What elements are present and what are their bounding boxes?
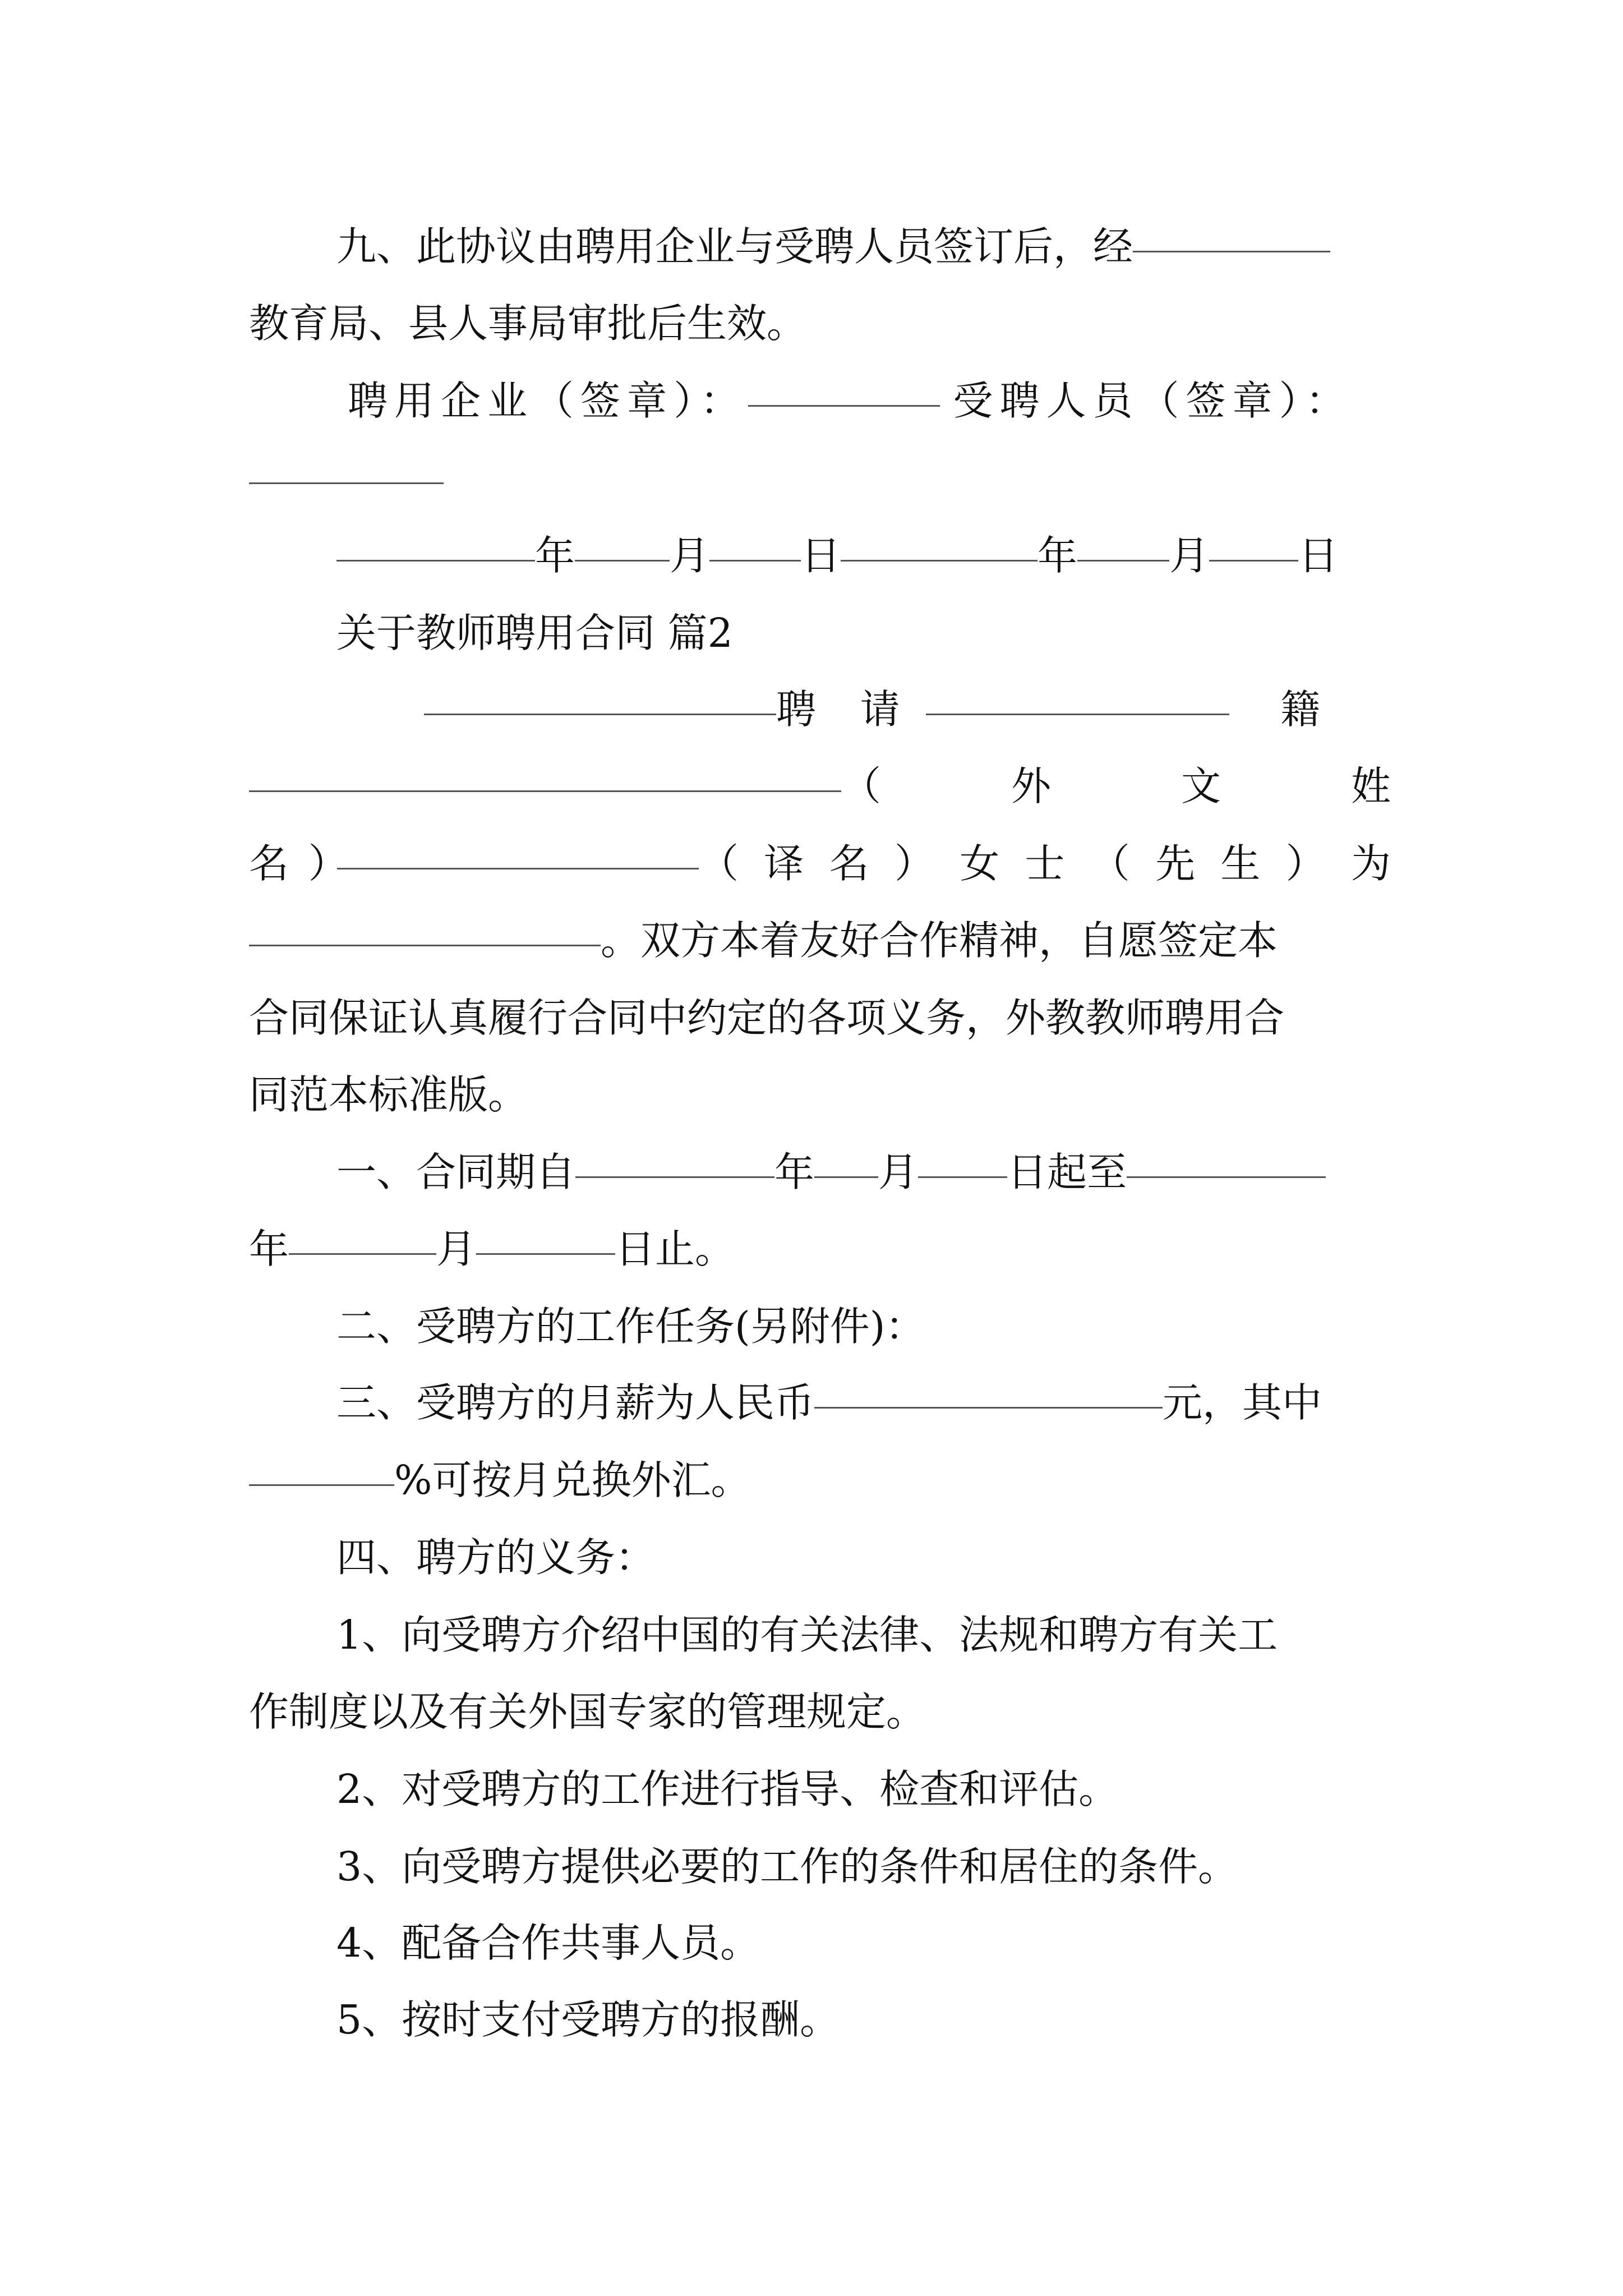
obligation-item-1-line-1: [336, 1609, 1391, 1661]
term-start-year-blank: [575, 1176, 774, 1178]
contract-duty-text: 合同保证认真履行合同中约定的各项义务，外教教师聘用合: [249, 995, 1285, 1041]
salary-amount-blank: [814, 1407, 1163, 1409]
term-start-day-blank: [918, 1176, 1007, 1178]
approval-authority-blank: [1133, 251, 1330, 252]
section-title-line: [336, 608, 1391, 659]
term-start-month-label: 月: [878, 1149, 919, 1195]
employer-name-blank: [424, 714, 776, 715]
intro-line-6: [249, 1069, 1391, 1121]
term-end-month-blank: [289, 1253, 436, 1255]
foreign-name-char-3: 姓: [1350, 763, 1391, 809]
intro-line-2: [249, 761, 1391, 812]
hire-label: 聘 请: [776, 686, 916, 733]
translated-name-blank: [337, 868, 699, 869]
term-start-month-blank: [814, 1176, 878, 1178]
obligation-item-4-line: [336, 1917, 1391, 1969]
gender-char-2: 士: [1025, 840, 1065, 887]
position-label: 为: [1350, 840, 1391, 887]
gender-close-paren: ）: [1285, 840, 1326, 887]
obligations-heading: 四、聘方的义务：: [336, 1534, 656, 1581]
foreign-name-open-paren: （: [841, 763, 882, 809]
signing-date-row: [336, 530, 1380, 582]
translated-char-2: 名: [829, 840, 869, 887]
foreign-name-blank: [249, 790, 841, 792]
contract-version-text: 同范本标准版。: [249, 1071, 528, 1118]
obligation-item-3-text: 3、向受聘方提供必要的工作的条件和居住的条件。: [336, 1843, 1238, 1890]
employee-day-blank: [1209, 560, 1298, 562]
translated-char-1: 译: [764, 840, 804, 887]
obligation-item-1-line-2: [249, 1686, 1391, 1738]
salary-currency-text: 元，其中: [1163, 1379, 1322, 1426]
foreign-name-char-2: 文: [1181, 763, 1221, 809]
foreign-name-close: 名 ）: [249, 840, 352, 887]
term-end-day-label: 日止。: [615, 1226, 735, 1272]
obligations-heading-line: [336, 1532, 1391, 1584]
obligation-item-2-line: [336, 1764, 1391, 1815]
employer-year-label: 年: [535, 532, 575, 579]
intro-line-3: [249, 838, 1391, 890]
employee-signature-blank: [249, 482, 444, 484]
employer-month-blank: [575, 560, 670, 562]
employer-day-blank: [709, 560, 801, 562]
term-line-2: [249, 1223, 1391, 1275]
employer-day-label: 日: [801, 532, 841, 579]
employee-month-label: 月: [1169, 532, 1210, 579]
term-line-1: [336, 1147, 1391, 1198]
employee-signature-label: 受聘人员（签章）：: [953, 378, 1353, 424]
translated-close-paren: ）: [894, 840, 934, 887]
term-end-year-blank: [1127, 1176, 1326, 1178]
obligation-item-5-text: 5、按时支付受聘方的报酬。: [336, 1996, 840, 2043]
translated-open-paren: （: [699, 840, 739, 887]
employee-month-blank: [1077, 560, 1169, 562]
obligation-item-4-text: 4、配备合作共事人员。: [336, 1920, 760, 1966]
exchange-text: %可按月兑换外汇。: [394, 1457, 751, 1503]
foreign-name-label-group: [841, 761, 1391, 812]
employee-year-label: 年: [1038, 532, 1078, 579]
clause-nine-text: 九、此协议由聘用企业与受聘人员签订后，经: [336, 223, 1133, 270]
foreign-name-char-1: 外: [1011, 763, 1051, 809]
translated-name-label-group: [699, 838, 1391, 890]
term-start-day-label: 日起至: [1007, 1149, 1127, 1195]
employer-signature-label: 聘用企业（签章）：: [348, 378, 747, 424]
obligation-item-1-continuation: 作制度以及有关外国专家的管理规定。: [249, 1688, 926, 1735]
obligation-item-5-line: [336, 1994, 1391, 2046]
obligation-item-2-text: 2、对受聘方的工作进行指导、检查和评估。: [336, 1766, 1119, 1812]
gender-open-paren: （: [1090, 840, 1130, 887]
employer-signature-blank: [748, 405, 940, 407]
clause-nine-line-1: [336, 221, 1391, 273]
obligation-item-1-text: 1、向受聘方介绍中国的有关法律、法规和聘方有关工: [336, 1612, 1278, 1658]
term-end-month-label: 月: [436, 1226, 477, 1272]
salary-text: 三、受聘方的月薪为人民币: [336, 1379, 815, 1426]
gender-char-4: 生: [1220, 840, 1261, 887]
duty-heading: 二、受聘方的工作任务(另附件)：: [336, 1303, 925, 1350]
exchange-percent-blank: [249, 1484, 394, 1486]
term-start-year-label: 年: [774, 1149, 815, 1195]
salary-line-1: [336, 1377, 1391, 1429]
clause-nine-continuation: 教育局、县人事局审批后生效。: [249, 300, 807, 347]
clause-nine-line-2: [249, 298, 1391, 349]
section-title: 关于教师聘用合同 篇2: [336, 610, 733, 656]
employer-year-blank: [336, 560, 535, 562]
intro-line-1: [424, 684, 1391, 735]
salary-line-2: [249, 1455, 1391, 1506]
intro-line-4: [249, 915, 1391, 967]
signature-row: [348, 375, 1391, 427]
cooperation-text: 。双方本着友好合作精神，自愿签定本: [601, 917, 1278, 964]
nationality-blank: [926, 714, 1229, 715]
duty-heading-line: [336, 1301, 1391, 1352]
employee-signature-line: [249, 453, 1391, 504]
term-end-day-blank: [476, 1253, 615, 1255]
position-blank: [249, 945, 601, 946]
employee-year-blank: [841, 560, 1038, 562]
term-start-text: 一、合同期自: [336, 1149, 576, 1195]
employee-day-label: 日: [1298, 532, 1339, 579]
gender-char-3: 先: [1155, 840, 1196, 887]
obligation-item-3-line: [336, 1841, 1391, 1893]
gender-char-1: 女: [960, 840, 1000, 887]
term-end-year-label: 年: [249, 1226, 289, 1272]
employer-month-label: 月: [670, 532, 710, 579]
nationality-label: 籍: [1280, 686, 1321, 733]
intro-line-5: [249, 992, 1391, 1044]
